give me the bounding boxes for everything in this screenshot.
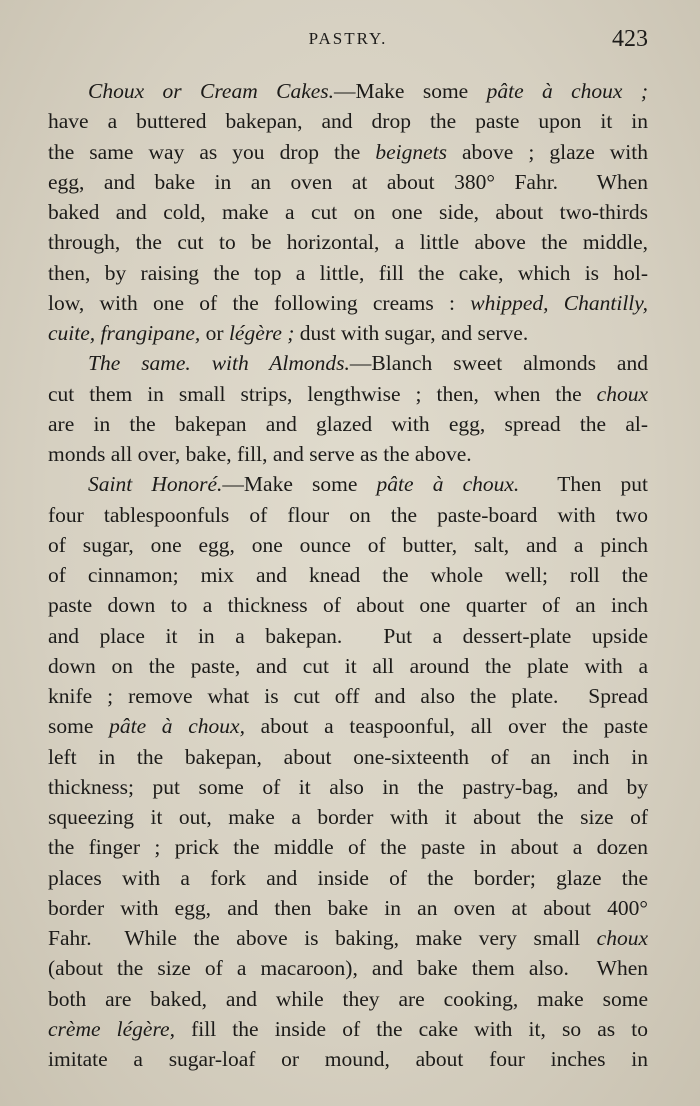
- text-line: [48, 409, 648, 439]
- text-line: [48, 379, 648, 409]
- text-run: or: [200, 321, 229, 345]
- text-run: —Blanch sweet almonds and: [349, 351, 648, 376]
- italic-text: beignets: [375, 139, 447, 164]
- text-run: dust with sugar, and serve.: [294, 321, 529, 345]
- text-line: [48, 258, 648, 288]
- text-line: [48, 802, 648, 832]
- italic-text: The same. with Almonds.: [88, 351, 350, 376]
- text-line: [48, 137, 648, 167]
- text-run: both are baked, and while they are cooking, make some: [48, 986, 648, 1011]
- text-line: [48, 621, 648, 651]
- text-line: [48, 560, 648, 590]
- text-run: and place it in a bakepan. Put a dessert-plate upside: [48, 623, 648, 648]
- text-line: [48, 832, 648, 862]
- text-line: [48, 651, 648, 681]
- text-run: left in the bakepan, about one-sixteenth of an inch in: [48, 744, 648, 769]
- text-run: Fahr. While the above is baking, make very small: [48, 926, 597, 950]
- text-line: [48, 227, 648, 257]
- text-line: [48, 711, 648, 741]
- text-run: have a buttered bakepan, and drop the paste upon it in: [48, 109, 648, 134]
- text-run: the same way as you drop the: [48, 139, 376, 164]
- text-line: [48, 167, 648, 197]
- text-run: of sugar, one egg, one ounce of butter, salt, and a pinch: [48, 532, 648, 557]
- text-line: [48, 76, 648, 106]
- text-line: [48, 893, 648, 923]
- italic-text: Choux or Cream Cakes.: [88, 79, 335, 103]
- text-line: [48, 772, 648, 802]
- italic-text: choux: [596, 381, 648, 406]
- text-run: —Make some: [222, 472, 377, 497]
- text-run: border with egg, and then bake in an oven at about 400°: [48, 895, 648, 920]
- text-run: places with a fork and inside of the border; glaze the: [48, 865, 648, 890]
- running-head: PASTRY.: [308, 29, 388, 48]
- text-line: [48, 681, 648, 711]
- text-run: egg, and bake in an oven at about 380° Fahr. When: [48, 169, 648, 194]
- text-run: of cinnamon; mix and knead the whole well; roll the: [48, 563, 648, 587]
- text-line: [48, 953, 648, 983]
- text-line: [48, 318, 648, 348]
- text-run: low, with one of the following creams :: [48, 290, 471, 315]
- text-line: [48, 923, 648, 953]
- italic-text: whipped, Chantilly,: [470, 290, 648, 315]
- text-run: the finger ; prick the middle of the paste in about a dozen: [48, 835, 648, 860]
- text-run: (about the size of a macaroon), and bake them also. When: [48, 956, 648, 981]
- text-run: monds all over, bake, fill, and serve as the above.: [48, 442, 472, 466]
- text-line: [48, 590, 648, 620]
- italic-text: crème légère,: [48, 1016, 175, 1041]
- text-line: [48, 1044, 648, 1074]
- text-line: [48, 288, 648, 318]
- text-run: imitate a sugar-loaf or mound, about four inches in: [48, 1047, 648, 1071]
- text-run: about a teaspoonful, all over the paste: [244, 714, 648, 739]
- text-run: above ; glaze with: [446, 139, 648, 164]
- text-run: down on the paste, and cut it all around the plate with a: [48, 653, 648, 678]
- text-line: [48, 530, 648, 560]
- text-run: paste down to a thickness of about one quarter of an inch: [48, 593, 648, 618]
- page-number: 423: [612, 26, 648, 52]
- text-run: thickness; put some of it also in the pastry-bag, and by: [48, 774, 648, 799]
- text-line: [48, 197, 648, 227]
- italic-text: Saint Honoré.: [88, 472, 223, 497]
- text-line: [48, 984, 648, 1014]
- italic-text: cuite, frangipane,: [48, 321, 201, 345]
- italic-text: légère ;: [228, 321, 295, 345]
- text-run: —Make some: [334, 79, 487, 103]
- italic-text: pâte à choux.: [376, 472, 520, 497]
- text-line: [48, 1014, 648, 1044]
- text-run: are in the bakepan and glazed with egg, spread the al-: [48, 411, 648, 436]
- italic-text: pâte à choux ;: [486, 79, 648, 103]
- text-run: some: [48, 714, 110, 739]
- text-line: [48, 106, 648, 136]
- text-run: fill the inside of the cake with it, so as to: [174, 1016, 648, 1041]
- italic-text: choux: [596, 926, 648, 950]
- text-run: four tablespoonfuls of flour on the paste-board with two: [48, 502, 648, 527]
- text-run: squeezing it out, make a border with it about the size of: [48, 805, 648, 829]
- text-run: through, the cut to be horizontal, a little above the middle,: [48, 230, 648, 255]
- text-line: [48, 863, 648, 893]
- text-line: [48, 500, 648, 530]
- text-run: cut them in small strips, lengthwise ; then, when the: [48, 381, 597, 406]
- text-line: [48, 742, 648, 772]
- text-run: Then put: [519, 472, 648, 497]
- text-line: [48, 469, 648, 499]
- italic-text: pâte à choux,: [109, 714, 245, 739]
- text-line: [48, 348, 648, 378]
- body-text: [48, 76, 648, 1074]
- text-run: baked and cold, make a cut on one side, about two-thirds: [48, 200, 648, 224]
- page-header: [48, 26, 648, 56]
- text-line: [48, 439, 648, 469]
- text-run: knife ; remove what is cut off and also the plate. Spread: [48, 684, 648, 708]
- text-run: then, by raising the top a little, fill the cake, which is hol-: [48, 260, 648, 285]
